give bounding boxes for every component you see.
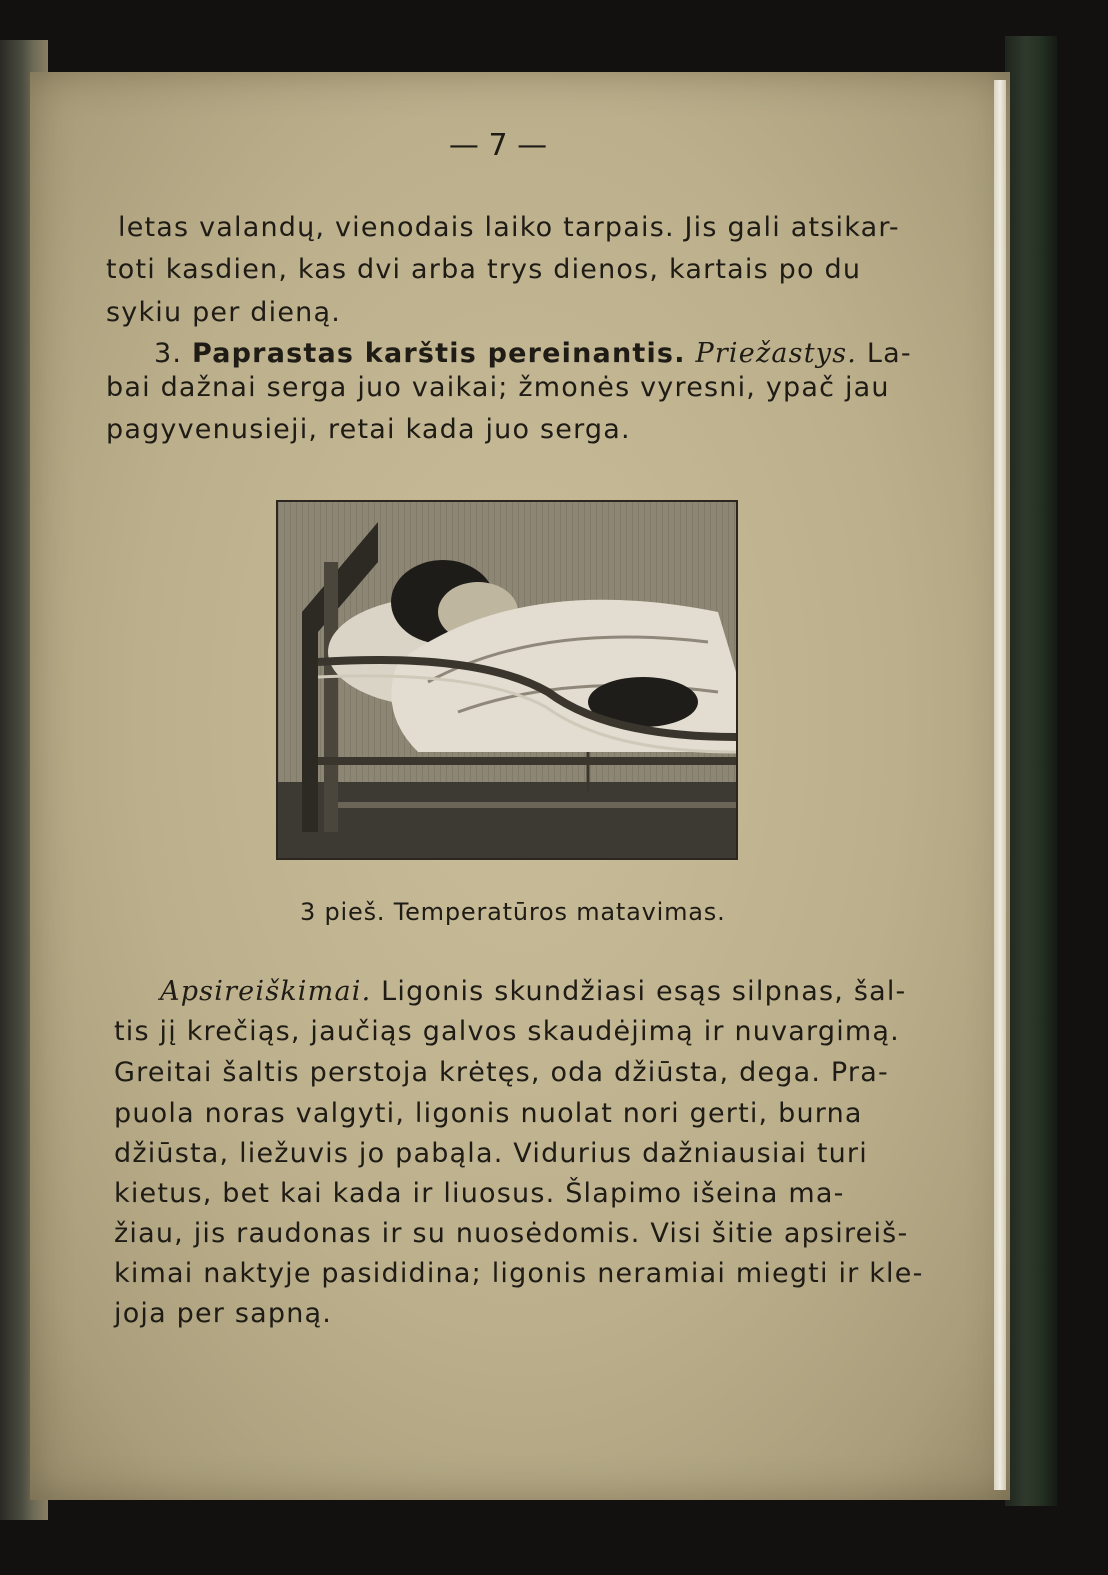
book-cover-right xyxy=(1005,36,1057,1506)
section3-line-1 xyxy=(154,338,912,369)
section3-label: Priežastys. xyxy=(695,338,858,369)
symptoms-line-4: puola noras valgyti, ligonis nuolat nori gerti, burna xyxy=(114,1098,863,1129)
illustration-drawing xyxy=(278,502,736,858)
section3-line1-rest: La- xyxy=(866,338,912,369)
section3-heading: Paprastas karštis pereinantis. xyxy=(191,338,686,369)
symptoms-line-8: kimai naktyje pasididina; ligonis neramiai miegti ir kle- xyxy=(114,1258,924,1289)
page-edge xyxy=(994,80,1006,1490)
page-number: — 7 — xyxy=(448,128,548,163)
symptoms-line1-rest: Ligonis skundžiasi esąs silpnas, šal- xyxy=(381,976,907,1007)
section3-line-2: bai dažnai serga juo vaikai; žmonės vyresni, ypač jau xyxy=(106,372,890,403)
symptoms-line-1 xyxy=(160,976,906,1007)
symptoms-line-6: kietus, bet kai kada ir liuosus. Šlapimo išeina ma- xyxy=(114,1178,845,1209)
symptoms-line-9: joja per sapną. xyxy=(114,1298,333,1329)
section3-number: 3. xyxy=(154,338,183,369)
figure-caption: 3 pieš. Temperatūros matavimas. xyxy=(300,898,726,926)
paragraph1-line-3: sykiu per dieną. xyxy=(106,297,342,328)
symptoms-line-7: žiau, jis raudonas ir su nuosėdomis. Visi šitie apsireiš- xyxy=(114,1218,909,1249)
symptoms-label: Apsireiškimai. xyxy=(160,976,372,1007)
symptoms-line-3: Greitai šaltis perstoja krėtęs, oda džiūsta, dega. Pra- xyxy=(114,1057,889,1088)
paragraph1-line-2: toti kasdien, kas dvi arba trys dienos, kartais po du xyxy=(106,254,862,285)
symptoms-line-5: džiūsta, liežuvis jo pabąla. Vidurius dažniausiai turi xyxy=(114,1138,868,1169)
symptoms-line-2: tis jį krečiąs, jaučiąs galvos skaudėjimą ir nuvargimą. xyxy=(114,1016,900,1047)
section3-line-3: pagyvenusieji, retai kada juo serga. xyxy=(106,414,631,445)
paragraph1-line-1: letas valandų, vienodais laiko tarpais. Jis gali atsikar- xyxy=(118,212,900,243)
illustration-temperature-measuring xyxy=(276,500,738,860)
